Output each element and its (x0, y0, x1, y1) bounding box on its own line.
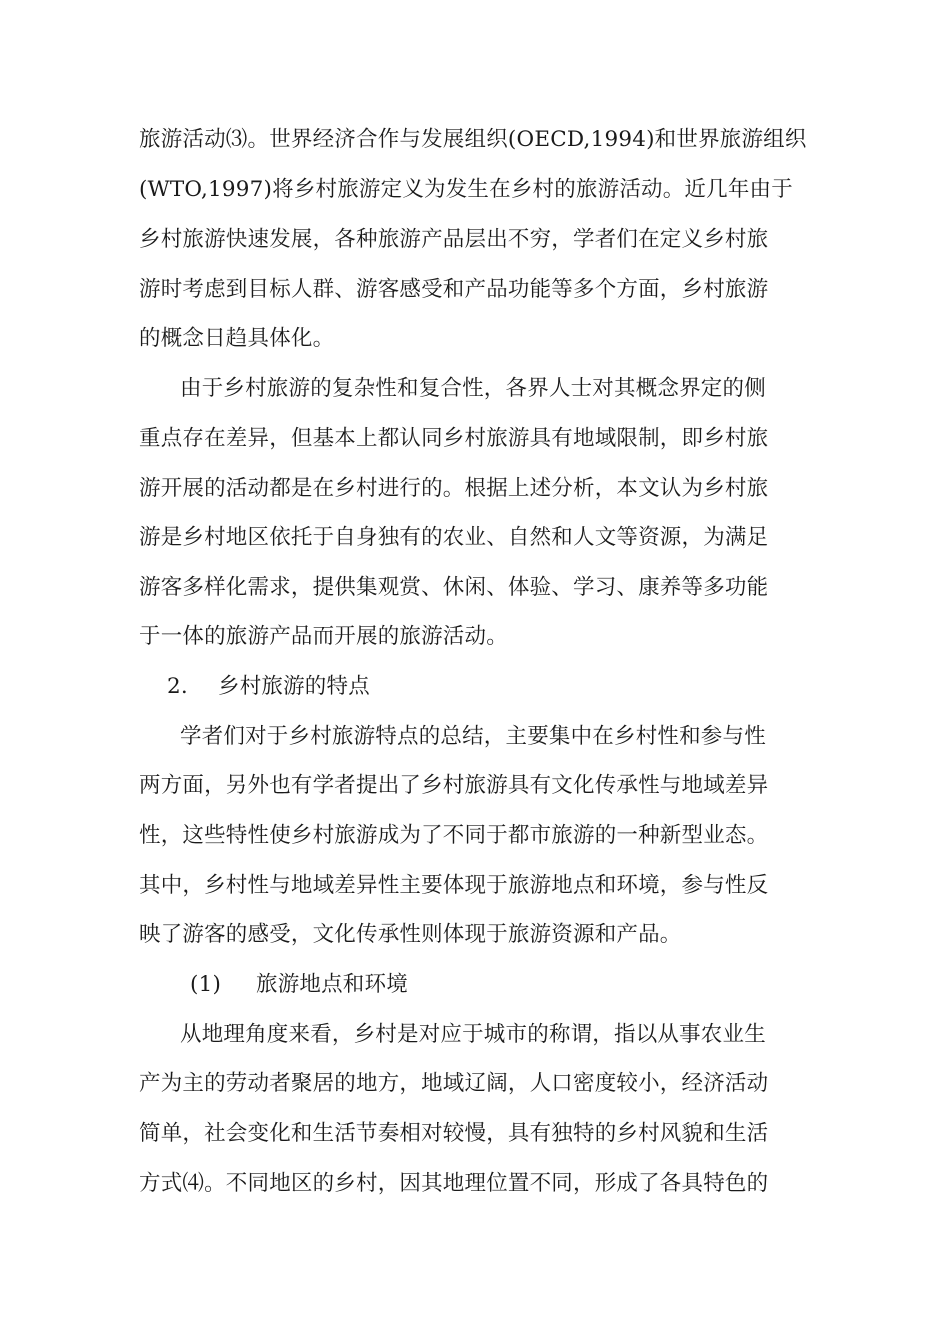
paragraph-line: 游开展的活动都是在乡村进行的。根据上述分析，本文认为乡村旅 (139, 476, 769, 501)
section-heading-text: 乡村旅游的特点 (218, 674, 370, 699)
paragraph-line: 两方面，另外也有学者提出了乡村旅游具有文化传承性与地域差异 (139, 773, 769, 798)
paragraph-line: 简单，社会变化和生活节奏相对较慢，具有独特的乡村风貌和生活 (139, 1121, 769, 1146)
paragraph-line: 游时考虑到目标人群、游客感受和产品功能等多个方面，乡村旅游 (139, 277, 769, 302)
paragraph-line: 乡村旅游快速发展，各种旅游产品层出不穷，学者们在定义乡村旅 (139, 227, 769, 252)
paragraph-line: 学者们对于乡村旅游特点的总结，主要集中在乡村性和参与性 (180, 724, 766, 749)
paragraph-line: 游是乡村地区依托于自身独有的农业、自然和人文等资源，为满足 (139, 525, 769, 550)
paragraph-line: 由于乡村旅游的复杂性和复合性，各界人士对其概念界定的侧 (180, 376, 766, 401)
subsection-heading-number: (1) (190, 972, 222, 997)
paragraph-line: (WTO,1997)将乡村旅游定义为发生在乡村的旅游活动。近几年由于 (139, 177, 793, 202)
paragraph-line: 于一体的旅游产品而开展的旅游活动。 (139, 624, 508, 649)
paragraph-line: 性，这些特性使乡村旅游成为了不同于都市旅游的一种新型业态。 (139, 823, 769, 848)
paragraph-line: 产为主的劳动者聚居的地方，地域辽阔，人口密度较小，经济活动 (139, 1071, 769, 1096)
paragraph-line: 方式⑷。不同地区的乡村，因其地理位置不同，形成了各具特色的 (139, 1171, 769, 1196)
paragraph-line: 旅游活动⑶。世界经济合作与发展组织(OECD,1994)和世界旅游组织 (139, 127, 807, 152)
paragraph-line: 从地理角度来看，乡村是对应于城市的称谓，指以从事农业生 (180, 1022, 766, 1047)
paragraph-line: 游客多样化需求，提供集观赏、休闲、体验、学习、康养等多功能 (139, 575, 769, 600)
section-heading-number: 2. (167, 674, 188, 699)
subsection-heading-text: 旅游地点和环境 (256, 972, 408, 997)
paragraph-line: 映了游客的感受，文化传承性则体现于旅游资源和产品。 (139, 922, 682, 947)
paragraph-line: 重点存在差异，但基本上都认同乡村旅游具有地域限制，即乡村旅 (139, 426, 769, 451)
paragraph-line: 其中，乡村性与地域差异性主要体现于旅游地点和环境，参与性反 (139, 873, 769, 898)
paragraph-line: 的概念日趋具体化。 (139, 326, 335, 351)
